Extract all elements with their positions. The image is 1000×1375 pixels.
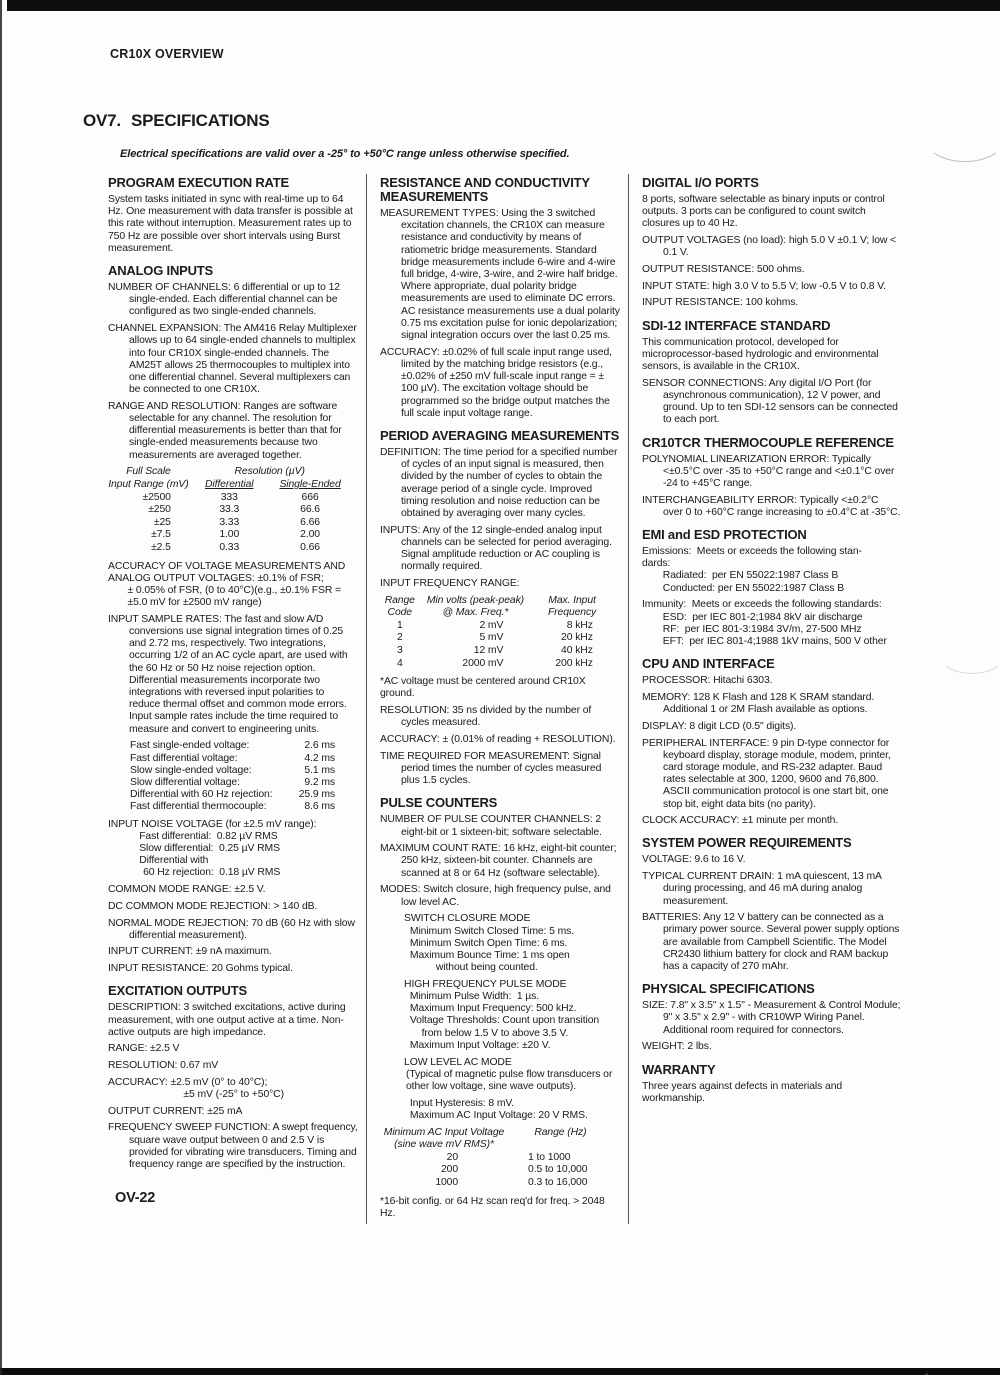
section-heading: EXCITATION OUTPUTS	[108, 983, 247, 999]
spec-line: (Typical of magnetic pulse flow transducers or	[406, 1068, 613, 1080]
table-cell: 2000 mV	[462, 657, 504, 669]
spec-paragraph: INPUTS: Any of the 12 single-ended analog input channels can be selected for period averaging. Signal amplitude reduction or AC coupling is normally required.	[380, 524, 612, 573]
spec-line: ±5.0 mV for ±2500 mV range)	[127, 597, 262, 609]
spec-paragraph: RANGE AND RESOLUTION: Ranges are software selectable for any channel. The resolution for differential measurements is better than that for single-ended measurements because two measurements are averaged together.	[108, 400, 342, 461]
table-head-row	[380, 607, 613, 620]
spec-lines	[108, 1077, 358, 1101]
table-head-cell: Differential	[205, 478, 254, 490]
table-head-row	[108, 466, 351, 479]
spec-line: LOW LEVEL AC MODE	[404, 1056, 512, 1068]
table-cell: 0.33	[219, 541, 240, 553]
spec-paragraph: SIZE: 7.8" x 3.5" x 1.5" - Measurement & Control Module; 9" x 3.5" x 2.9" - with CR10WP Wiring Panel. Additional room required for connectors.	[642, 1000, 901, 1036]
spec-paragraph: DISPLAY: 8 digit LCD (0.5" digits).	[642, 720, 797, 732]
spec-paragraph: BATTERIES: Any 12 V battery can be connected as a primary power source. Several power supply options are available from Campbell Scientific. The Model CR2430 lithium battery for clock and RAM backup has a capacity of 270 mAhr.	[642, 912, 900, 973]
spec-lines	[108, 819, 358, 880]
spec-paragraph: OUTPUT VOLTAGES (no load): high 5.0 V ±0.1 V; low < 0.1 V.	[642, 235, 897, 259]
intro-note: Electrical specifications are valid over a -25° to +50°C range unless otherwise specified.	[120, 148, 570, 160]
table-head-cell: Min volts (peak-peak)	[426, 594, 525, 606]
table-cell: 1 to 1000	[528, 1151, 571, 1163]
spec-line: without being counted.	[435, 962, 538, 974]
spec-line: ACCURACY OF VOLTAGE MEASUREMENTS AND	[108, 560, 346, 572]
spec-paragraph: POLYNOMIAL LINEARIZATION ERROR: Typically <±0.5°C over -35 to +50°C range and <±0.1°C over -24 to +45°C range.	[642, 453, 895, 489]
spec-line: Immunity: Meets or exceeds the following standards:	[642, 599, 882, 611]
spec-paragraph: TIME REQUIRED FOR MEASUREMENT: Signal period times the number of cycles measured plus 1.5 cycles.	[380, 750, 602, 787]
table-cell: 3.33	[219, 516, 240, 528]
spec-line: HIGH FREQUENCY PULSE MODE	[404, 978, 567, 990]
spec-line: RF: per IEC 801-3:1984 3V/m, 27-500 MHz	[662, 623, 862, 635]
spec-paragraph: OUTPUT RESISTANCE: 500 ohms.	[642, 264, 805, 276]
table-cell: ±25	[153, 516, 171, 528]
spec-paragraph: *AC voltage must be centered around CR10X ground.	[380, 676, 586, 700]
spec-paragraph: ACCURACY: ±0.02% of full scale input range used, limited by the matching bridge resistors (e.g., ±0.02% of ±250 mV full-scale input range = ± 100 µV). The excitation voltage should be programmed so the bridge output matches the full scale input voltage range.	[380, 346, 612, 419]
table-cell: 200 kHz	[555, 657, 593, 669]
table-cell: 200	[440, 1164, 459, 1176]
spec-line: Input Hysteresis: 8 mV.	[409, 1097, 515, 1109]
spec-table	[380, 595, 613, 671]
table-cell: 2	[396, 632, 403, 644]
spec-line: dards:	[642, 558, 671, 570]
spec-line: EFT: per IEC 801-4;1988 1kV mains, 500 V other	[662, 635, 887, 647]
spec-paragraph: RANGE: ±2.5 V	[108, 1043, 180, 1055]
spec-line: Differential with	[139, 855, 209, 867]
table-row	[108, 504, 351, 517]
kv-row	[130, 740, 335, 752]
spec-line: ± 0.05% of FSR, (0 to 40°C)(e.g., ±0.1% FSR =	[127, 584, 341, 596]
section-heading: CPU AND INTERFACE	[642, 656, 775, 672]
spec-paragraph: DEFINITION: The time period for a specified number of cycles of an input signal is measured, then divided by the number of cycles to obtain the average period of a single cycle. Improved timing resolution and noise reduction can be obtained by averaging over many cycles.	[380, 446, 618, 519]
kv-label: Fast differential thermocouple:	[130, 801, 267, 813]
table-row	[380, 645, 613, 658]
kv-value: 8.6 ms	[304, 801, 335, 813]
section-heading: DIGITAL I/O PORTS	[642, 175, 759, 190]
table-row	[380, 620, 613, 633]
spec-paragraph: System tasks initiated in sync with real-time up to 64 Hz. One measurement with data transfer is possible at this rate without interruption. Measurement rates up to 750 Hz are possible over short intervals using Burst measurement.	[108, 194, 353, 254]
spec-paragraph: SENSOR CONNECTIONS: Any digital I/O Port (for asynchronous communication), 12 V power, and ground. Up to ten SDI-12 sensors can be connected to each port.	[642, 377, 898, 426]
table-cell: 20	[446, 1151, 459, 1163]
spec-paragraph: RESOLUTION: 35 ns divided by the number of cycles measured.	[380, 705, 592, 729]
table-cell: 33.3	[219, 504, 240, 516]
section-heading: WARRANTY	[642, 1061, 716, 1077]
column-1	[108, 174, 366, 1224]
kv-label: Slow differential voltage:	[130, 776, 240, 788]
scan-curve-artifact	[938, 632, 1000, 674]
section-number: OV7.	[83, 111, 121, 130]
spec-line: Radiated: per EN 55022:1987 Class B	[662, 570, 839, 582]
spec-paragraph: *16-bit config. or 64 Hz scan req'd for freq. > 2048 Hz.	[380, 1195, 605, 1219]
spec-paragraph: NORMAL MODE REJECTION: 70 dB (60 Hz with slow differential measurement).	[108, 917, 355, 941]
table-row	[380, 1164, 613, 1177]
table-row	[380, 1152, 613, 1165]
table-cell: 1	[396, 619, 403, 631]
table-row	[108, 517, 351, 530]
spec-paragraph: FREQUENCY SWEEP FUNCTION: A swept frequency, square wave output between 0 and 2.5 V is provided for vibrating wire transducers. Timing and frequency range are specified by the instruction.	[108, 1122, 358, 1171]
table-head-row	[380, 595, 613, 608]
spec-paragraph: VOLTAGE: 9.6 to 16 V.	[642, 854, 746, 866]
spec-paragraph: INPUT STATE: high 3.0 V to 5.5 V; low -0.5 V to 0.8 V.	[642, 280, 886, 292]
table-cell: 2 mV	[479, 619, 504, 631]
spec-paragraph: INTERCHANGEABILITY ERROR: Typically <±0.2°C over 0 to +60°C range increasing to ±0.4°C at -35°C.	[642, 494, 901, 518]
spec-paragraph: MAXIMUM COUNT RATE: 16 kHz, eight-bit counter; 250 kHz, sixteen-bit counter. Channels are scanned at 8 or 64 Hz (software selectable).	[380, 843, 617, 879]
spec-lines	[380, 913, 620, 974]
spec-paragraph: DESCRIPTION: 3 switched excitations, active during measurement, with one output active at a time. Non-active outputs are high impedance.	[108, 1002, 346, 1038]
spec-paragraph: 8 ports, software selectable as binary inputs or control outputs. 3 ports can be configured to count switch closures up to 40 Hz.	[642, 194, 885, 230]
spec-paragraph: CLOCK ACCURACY: ±1 minute per month.	[642, 815, 839, 827]
kv-value: 2.6 ms	[304, 740, 335, 752]
section-heading: EMI and ESD PROTECTION	[642, 527, 807, 543]
kv-value: 9.2 ms	[304, 776, 335, 788]
table-head-cell: Full Scale	[126, 466, 171, 478]
page-number: OV-22	[115, 1190, 156, 1206]
spec-line: Fast differential: 0.82 µV RMS	[139, 830, 278, 842]
table-cell: 0.66	[300, 541, 320, 553]
section-heading: CR10TCR THERMOCOUPLE REFERENCE	[642, 434, 894, 450]
spec-line: other low voltage, sine wave outputs).	[406, 1080, 577, 1092]
scan-curve-artifact	[925, 116, 1000, 162]
spec-line: ACCURACY: ±2.5 mV (0° to 40°C);	[108, 1076, 268, 1088]
table-head-cell: @ Max. Freq.*	[442, 607, 509, 619]
running-head: CR10X OVERVIEW	[110, 47, 224, 61]
spec-lines	[380, 1098, 620, 1122]
section-heading: PROGRAM EXECUTION RATE	[108, 175, 289, 190]
section-heading: SYSTEM POWER REQUIREMENTS	[642, 835, 852, 851]
spec-line: Maximum Bounce Time: 1 ms open	[409, 949, 570, 961]
spec-kv-table	[130, 740, 335, 813]
kv-label: Differential with 60 Hz rejection:	[130, 789, 273, 801]
spec-line: Maximum Input Frequency: 500 kHz.	[409, 1003, 577, 1015]
kv-value: 25.9 ms	[298, 789, 335, 801]
spec-line: 60 Hz rejection: 0.18 µV RMS	[143, 867, 281, 879]
table-row	[108, 542, 351, 555]
table-head-cell: Max. Input	[548, 594, 596, 606]
spec-line: Emissions: Meets or exceeds the following stan-	[642, 546, 862, 558]
spec-paragraph: DC COMMON MODE REJECTION: > 140 dB.	[108, 900, 318, 912]
spec-paragraph: INPUT FREQUENCY RANGE:	[380, 577, 520, 589]
table-head-cell: Input Range (mV)	[108, 478, 189, 490]
spec-lines	[642, 546, 901, 595]
kv-label: Fast differential voltage:	[130, 752, 238, 764]
table-cell: ±7.5	[151, 529, 171, 541]
spec-line: Slow differential: 0.25 µV RMS	[139, 842, 280, 854]
table-cell: 1.00	[219, 529, 240, 541]
section-heading: SDI-12 INTERFACE STANDARD	[642, 317, 831, 333]
table-row	[108, 492, 351, 505]
column-2	[366, 174, 628, 1224]
scan-bottom-edge-artifact	[0, 1368, 1000, 1375]
table-cell: 8 kHz	[566, 619, 593, 631]
spec-paragraph: INPUT SAMPLE RATES: The fast and slow A/D conversions use signal integration times of 0.25 and 2.72 ms, respectively. Two integrations, occurring 1/2 of an AC cycle apart, are used with the 60 Hz or 50 Hz noise rejection option. Differential measurements incorporate two integrations with reversed input polarities to reduce thermal offset and common mode errors. Input sample rates include the time required to measure and convert to engineering units.	[108, 613, 348, 735]
spec-lines	[380, 1057, 620, 1094]
table-row	[380, 658, 613, 671]
table-row	[380, 1177, 613, 1190]
spec-paragraph: COMMON MODE RANGE: ±2.5 V.	[108, 884, 266, 896]
spec-paragraph: ACCURACY: ± (0.01% of reading + RESOLUTION).	[380, 734, 616, 746]
kv-value: 4.2 ms	[304, 752, 335, 764]
spec-line: Minimum Switch Open Time: 6 ms.	[409, 937, 568, 949]
table-head-row	[380, 1139, 613, 1152]
spec-line: ANALOG OUTPUT VOLTAGES: ±0.1% of FSR;	[108, 572, 324, 584]
spec-line: Maximum AC Input Voltage: 20 V RMS.	[409, 1109, 588, 1121]
table-cell: 5 mV	[479, 632, 504, 644]
table-cell: ±2500	[142, 491, 171, 503]
scan-left-edge-artifact	[0, 0, 2, 1375]
section-heading: ANALOG INPUTS	[108, 263, 214, 279]
table-cell: 2.00	[300, 529, 320, 541]
table-head-cell: Frequency	[547, 607, 597, 619]
scan-top-edge-artifact	[7, 0, 1000, 11]
kv-row	[130, 765, 335, 777]
spec-paragraph: INPUT RESISTANCE: 20 Gohms typical.	[108, 963, 293, 975]
spec-paragraph: MEASUREMENT TYPES: Using the 3 switched excitation channels, the CR10X can measure resistance and conductivity by means of ratiometric bridge measurements. Standard bridge measurements include 6-wire and 4-wire full bridge, 4-wire, 3-wire, and 2-wire half bridge. Where appropriate, dual polarity bridge measurements are used to eliminate DC errors. AC resistance measurements use a dual polarity 0.75 ms excitation pulse for ionic depolarization; signal integration occurs over the last 0.25 ms.	[380, 208, 620, 342]
spec-line: Voltage Thresholds: Count upon transition	[409, 1015, 600, 1027]
table-cell: 6.66	[300, 516, 320, 528]
spec-paragraph: INPUT RESISTANCE: 100 kohms.	[642, 297, 799, 309]
kv-label: Fast single-ended voltage:	[130, 740, 250, 752]
table-cell: 333	[220, 491, 238, 503]
table-cell: 0.3 to 16,000	[528, 1176, 588, 1188]
table-head-row	[108, 479, 351, 492]
spec-line: INPUT NOISE VOLTAGE (for ±2.5 mV range):	[108, 818, 317, 830]
spec-line: Minimum Switch Closed Time: 5 ms.	[409, 925, 575, 937]
column-3	[628, 174, 909, 1224]
table-cell: ±2.5	[151, 541, 171, 553]
spec-paragraph: RESOLUTION: 0.67 mV	[108, 1060, 219, 1072]
kv-row	[130, 801, 335, 813]
kv-row	[130, 777, 335, 789]
table-head-cell: (sine wave mV RMS)*	[394, 1139, 494, 1151]
spec-paragraph: MODES: Switch closure, high frequency pulse, and low level AC.	[380, 884, 611, 908]
table-cell: 4	[396, 657, 403, 669]
page-title	[83, 111, 270, 131]
spec-line: ESD: per IEC 801-2;1984 8kV air discharge	[662, 611, 863, 623]
table-head-row	[380, 1127, 613, 1140]
spec-paragraph: INPUT CURRENT: ±9 nA maximum.	[108, 946, 272, 958]
table-head-cell: Range (Hz)	[534, 1126, 587, 1138]
table-row	[380, 632, 613, 645]
kv-row	[130, 753, 335, 765]
spec-line: ±5 mV (-25° to +50°C)	[183, 1089, 284, 1101]
spec-paragraph: PROCESSOR: Hitachi 6303.	[642, 675, 773, 687]
section-heading: RESISTANCE AND CONDUCTIVITY MEASUREMENTS	[380, 175, 590, 204]
table-cell: ±250	[148, 504, 171, 516]
table-cell: 0.5 to 10,000	[528, 1164, 588, 1176]
spec-paragraph: NUMBER OF PULSE COUNTER CHANNELS: 2 eight-bit or 1 sixteen-bit; software selectable.	[380, 814, 602, 838]
table-head-cell: Code	[387, 607, 412, 619]
kv-value: 5.1 ms	[304, 764, 335, 776]
section-heading: PERIOD AVERAGING MEASUREMENTS	[380, 427, 620, 443]
spec-line: from below 1.5 V to above 3.5 V.	[421, 1027, 569, 1039]
table-cell: 40 kHz	[561, 645, 593, 657]
section-title-text: SPECIFICATIONS	[130, 111, 270, 130]
table-head-cell: Resolution (µV)	[234, 466, 305, 478]
table-head-cell	[508, 1139, 613, 1152]
spec-table	[108, 466, 351, 554]
columns-row	[108, 174, 901, 1224]
section-heading: PULSE COUNTERS	[380, 795, 498, 811]
scan-curve-artifact	[915, 1332, 1000, 1375]
spec-lines	[642, 599, 901, 648]
spec-line: Maximum Input Voltage: ±20 V.	[409, 1039, 551, 1051]
spec-lines	[108, 561, 358, 610]
spec-line: SWITCH CLOSURE MODE	[404, 913, 531, 925]
spec-paragraph: CHANNEL EXPANSION: The AM416 Relay Multiplexer allows up to 64 single-ended channels to multiplex into four CR10X single-ended channels. The AM25T allows 25 thermocouples to multiplex into one differential channel. Several multiplexers can be connected to one CR10X.	[108, 323, 357, 396]
section-heading: PHYSICAL SPECIFICATIONS	[642, 981, 815, 997]
spec-paragraph: This communication protocol, developed for microprocessor-based hydrologic and environmental sensors, is available in the CR10X.	[642, 336, 879, 373]
table-cell: 666	[301, 491, 319, 503]
kv-label: Slow single-ended voltage:	[130, 764, 252, 776]
spec-line: Minimum Pulse Width: 1 µs.	[409, 991, 540, 1003]
table-head-cell: Range	[384, 594, 415, 606]
table-row	[108, 529, 351, 542]
spec-line: Conducted: per EN 55022:1987 Class B	[662, 582, 845, 594]
table-head-cell: Minimum AC Input Voltage	[383, 1126, 505, 1138]
table-cell: 12 mV	[473, 645, 504, 657]
spec-lines	[380, 979, 620, 1052]
spec-paragraph: WEIGHT: 2 lbs.	[642, 1041, 712, 1053]
table-cell: 3	[396, 645, 403, 657]
spec-table	[380, 1127, 613, 1190]
table-cell: 20 kHz	[561, 632, 593, 644]
kv-row	[130, 789, 335, 801]
table-cell: 66.6	[300, 504, 320, 516]
spec-paragraph: NUMBER OF CHANNELS: 6 differential or up to 12 single-ended. Each differential channel can be configured as two single-ended channels.	[108, 282, 340, 318]
table-head-cell: Single-Ended	[279, 478, 341, 490]
spec-paragraph: Three years against defects in materials and workmanship.	[642, 1080, 843, 1104]
spec-paragraph: OUTPUT CURRENT: ±25 mA	[108, 1105, 243, 1117]
table-cell: 1000	[435, 1176, 459, 1188]
spec-paragraph: MEMORY: 128 K Flash and 128 K SRAM standard. Additional 1 or 2M Flash available as options.	[642, 691, 875, 716]
spec-paragraph: TYPICAL CURRENT DRAIN: 1 mA quiescent, 13 mA during processing, and 46 mA during analog measurement.	[642, 871, 882, 907]
spec-paragraph: PERIPHERAL INTERFACE: 9 pin D-type connector for keyboard display, storage module, modem, printer, card storage module, and RS-232 adapter. Baud rates selectable at 300, 1200, 9600 and 76,800. ASCII communication protocol is one start bit, one stop bit, eight data bits (no parity).	[642, 737, 891, 810]
